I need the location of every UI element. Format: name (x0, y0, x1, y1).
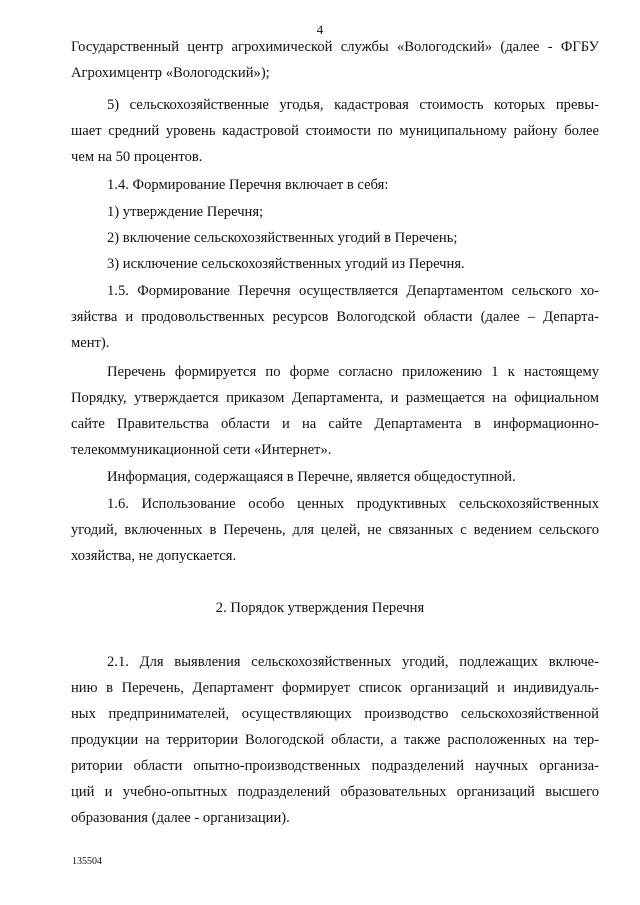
text-line: продукции на территории Вологодской области, а также расположенных на тер- (71, 732, 599, 748)
text-line: 2.1. Для выявления сельскохозяйственных угодий, подлежащих включе- (107, 654, 599, 670)
text-line: 1.5. Формирование Перечня осуществляется Департаментом сельского хо- (107, 283, 599, 299)
text-line: 3) исключение сельскохозяйственных угодий из Перечня. (107, 256, 465, 272)
text-line: Агрохимцентр «Вологодский»); (71, 65, 270, 81)
page-number: 4 (316, 22, 324, 37)
text-line: 1.6. Использование особо ценных продуктивных сельскохозяйственных (107, 496, 599, 512)
text-line: ных предпринимателей, осуществляющих производство сельскохозяйственной (71, 706, 599, 722)
text-line: Государственный центр агрохимической службы «Вологодский» (далее - ФГБУ (71, 39, 599, 55)
text-line: нию в Перечень, Департамент формирует список организаций и индивидуаль- (71, 680, 599, 696)
text-line: 1) утверждение Перечня; (107, 204, 264, 220)
text-line: 5) сельскохозяйственные угодья, кадастровая стоимость которых превы- (107, 97, 599, 113)
text-line: зяйства и продовольственных ресурсов Вологодской области (далее – Департа- (71, 309, 599, 325)
text-line: 1.4. Формирование Перечня включает в себя: (107, 177, 389, 193)
text-line: Порядку, утверждается приказом Департамента, и размещается на официальном (71, 390, 599, 406)
text-line: образования (далее - организации). (71, 810, 290, 826)
text-line: хозяйства, не допускается. (71, 548, 237, 564)
text-line: угодий, включенных в Перечень, для целей, не связанных с ведением сельского (71, 522, 599, 538)
footer-code: 135504 (72, 856, 102, 867)
text-line: сайте Правительства области и на сайте Департамента в информационно- (71, 416, 599, 432)
text-line: чем на 50 процентов. (71, 149, 203, 165)
text-line: ритории области опытно-производственных подразделений научных организа- (71, 758, 599, 774)
text-line: телекоммуникационной сети «Интернет». (71, 442, 332, 458)
text-line: мент). (71, 335, 110, 351)
text-line: шает средний уровень кадастровой стоимости по муниципальному району более (71, 123, 599, 139)
text-line: 2) включение сельскохозяйственных угодий в Перечень; (107, 230, 458, 246)
text-line: ций и учебно-опытных подразделений образовательных организаций высшего (71, 784, 599, 800)
text-line: Информация, содержащаяся в Перечне, является общедоступной. (107, 469, 516, 485)
text-line: Перечень формируется по форме согласно приложению 1 к настоящему (107, 364, 599, 380)
section-heading: 2. Порядок утверждения Перечня (215, 600, 425, 616)
